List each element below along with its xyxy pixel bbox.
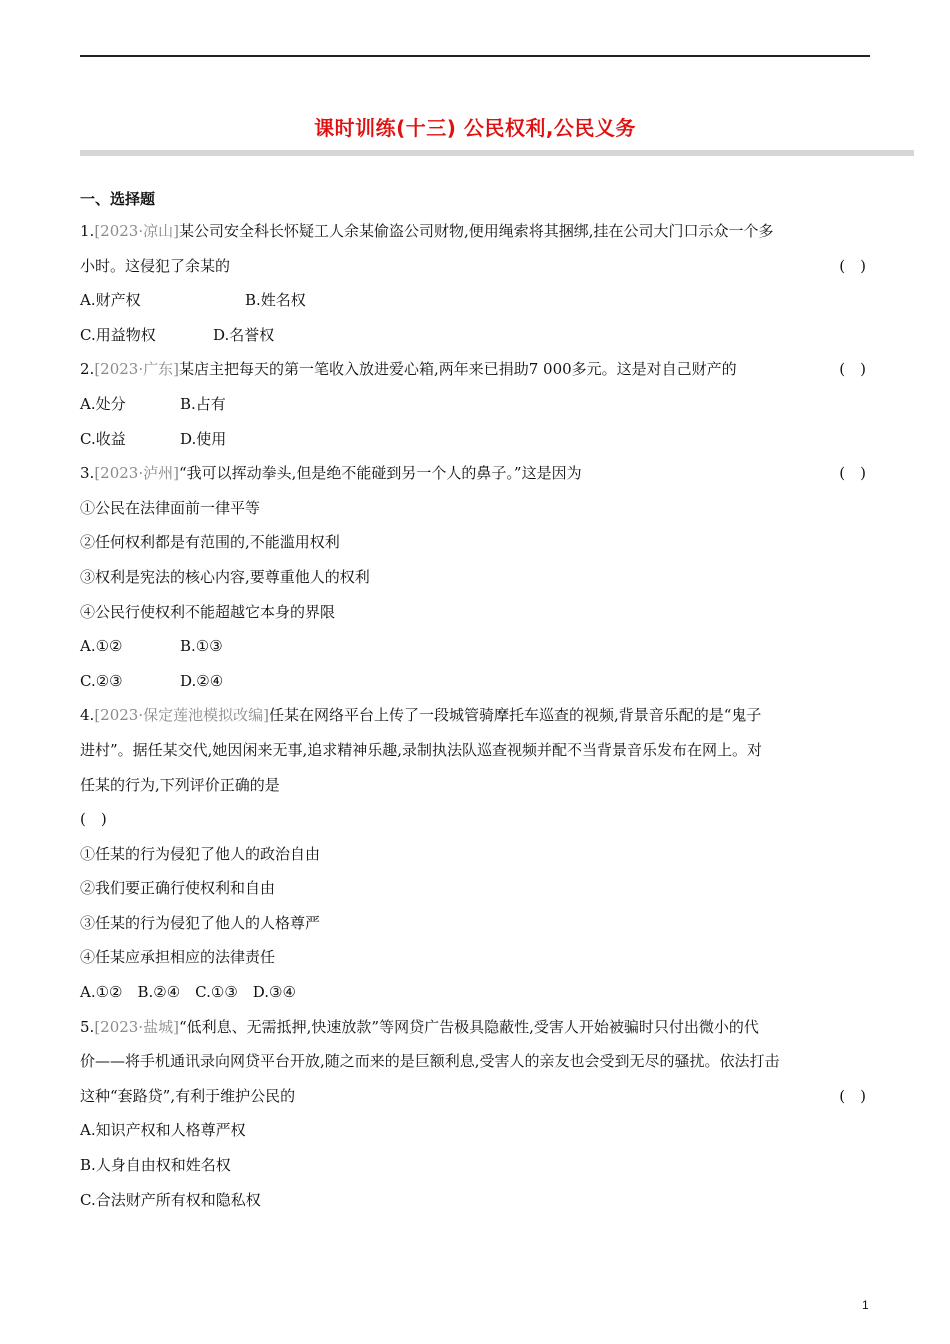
question-source: [2023·盐城]	[94, 1017, 179, 1036]
header-rule	[80, 55, 870, 57]
option-c: C.合法财产所有权和隐私权	[80, 1190, 261, 1209]
question-text: 某公司安全科长怀疑工人余某偷盗公司财物,便用绳索将其捆绑,挂在公司大门口示众一个多	[178, 222, 774, 240]
option-b: B.①③	[180, 637, 223, 656]
question-4-options: A.①② B.②④ C.①③ D.③④	[80, 983, 296, 1002]
question-3-options-row-1	[80, 629, 870, 664]
option-c: C.用益物权	[80, 325, 156, 344]
question-number: 5.	[80, 1017, 95, 1036]
question-2-line-1	[80, 352, 870, 387]
question-text: “低利息、无需抵押,快速放款”等网贷广告极具隐蔽性,受害人开始被骗时只付出微小的代	[178, 1017, 759, 1036]
question-number: 4.	[80, 706, 95, 725]
title-underline-bar	[80, 150, 914, 156]
statement-item: ②我们要正确行使权利和自由	[80, 879, 276, 898]
answer-bracket: ( )	[839, 464, 866, 483]
page-number: 1	[862, 1298, 869, 1312]
question-list	[80, 214, 870, 1217]
question-2-options-row-2	[80, 422, 870, 457]
question-5-line-3	[80, 1079, 870, 1114]
question-4-line-3: 任某的行为,下列评价正确的是	[80, 775, 280, 794]
answer-bracket: ( )	[839, 360, 866, 379]
statement-item: ④公民行使权利不能超越它本身的界限	[80, 602, 336, 621]
section-title: 一、选择题	[80, 190, 156, 208]
question-source: [2023·广东]	[94, 360, 179, 379]
question-text: 小时。这侵犯了余某的	[80, 256, 231, 275]
question-number: 1.	[80, 222, 95, 240]
option-c: C.收益	[80, 429, 126, 448]
question-1-options-row-2	[80, 318, 870, 353]
question-5-line-2: 价——将手机通讯录向网贷平台开放,随之而来的是巨额利息,受害人的亲友也会受到无尽的骚扰。依法打击	[80, 1052, 780, 1071]
statement-item: ①公民在法律面前一律平等	[80, 498, 261, 517]
option-d: D.名誉权	[213, 325, 275, 344]
option-c: C.②③	[80, 671, 123, 690]
statement-item: ③任某的行为侵犯了他人的人格尊严	[80, 913, 321, 932]
question-3-line-1	[80, 456, 870, 491]
option-b: B.姓名权	[245, 291, 306, 310]
statement-item: ①任某的行为侵犯了他人的政治自由	[80, 844, 321, 863]
question-source: [2023·保定莲池模拟改编]	[94, 706, 269, 725]
option-d: D.②④	[180, 671, 224, 690]
question-number: 3.	[80, 464, 95, 483]
option-a: A.财产权	[80, 291, 141, 310]
statement-item: ②任何权利都是有范围的,不能滥用权利	[80, 533, 340, 552]
option-b: B.占有	[180, 394, 226, 413]
answer-bracket: ( )	[839, 1086, 866, 1105]
question-2-options-row-1	[80, 387, 870, 422]
page-title: 课时训练(十三) 公民权利,公民义务	[314, 116, 636, 140]
question-1-options-row-1	[80, 283, 870, 318]
question-4-line-2: 进村”。据任某交代,她因闲来无事,追求精神乐趣,录制执法队巡查视频并配不当背景音乐发布在网上。对	[80, 740, 762, 759]
answer-bracket: ( )	[839, 256, 866, 275]
question-3-options-row-2	[80, 664, 870, 699]
statement-item: ③权利是宪法的核心内容,要尊重他人的权利	[80, 567, 370, 586]
option-a: A.知识产权和人格尊严权	[80, 1121, 246, 1140]
question-text: “我可以挥动拳头,但是绝不能碰到另一个人的鼻子。”这是因为	[178, 464, 582, 483]
option-b: B.人身自由权和姓名权	[80, 1156, 231, 1175]
question-4-line-1	[80, 698, 870, 733]
question-source: [2023·泸州]	[94, 464, 179, 483]
option-a: A.处分	[80, 394, 126, 413]
question-1-line-2	[80, 249, 870, 284]
option-d: D.使用	[180, 429, 227, 448]
question-text: 任某在网络平台上传了一段城管骑摩托车巡查的视频,背景音乐配的是“鬼子	[268, 706, 762, 725]
question-number: 2.	[80, 360, 95, 379]
statement-item: ④任某应承担相应的法律责任	[80, 948, 276, 967]
question-5-line-1	[80, 1010, 870, 1045]
option-a: A.①②	[80, 637, 123, 656]
answer-bracket: ( )	[80, 810, 107, 829]
question-1-line-1	[80, 214, 870, 249]
question-source: [2023·凉山]	[94, 222, 179, 240]
question-text: 某店主把每天的第一笔收入放进爱心箱,两年来已捐助7 000多元。这是对自己财产的	[178, 360, 737, 379]
question-text: 这种“套路贷”,有利于维护公民的	[80, 1086, 296, 1105]
